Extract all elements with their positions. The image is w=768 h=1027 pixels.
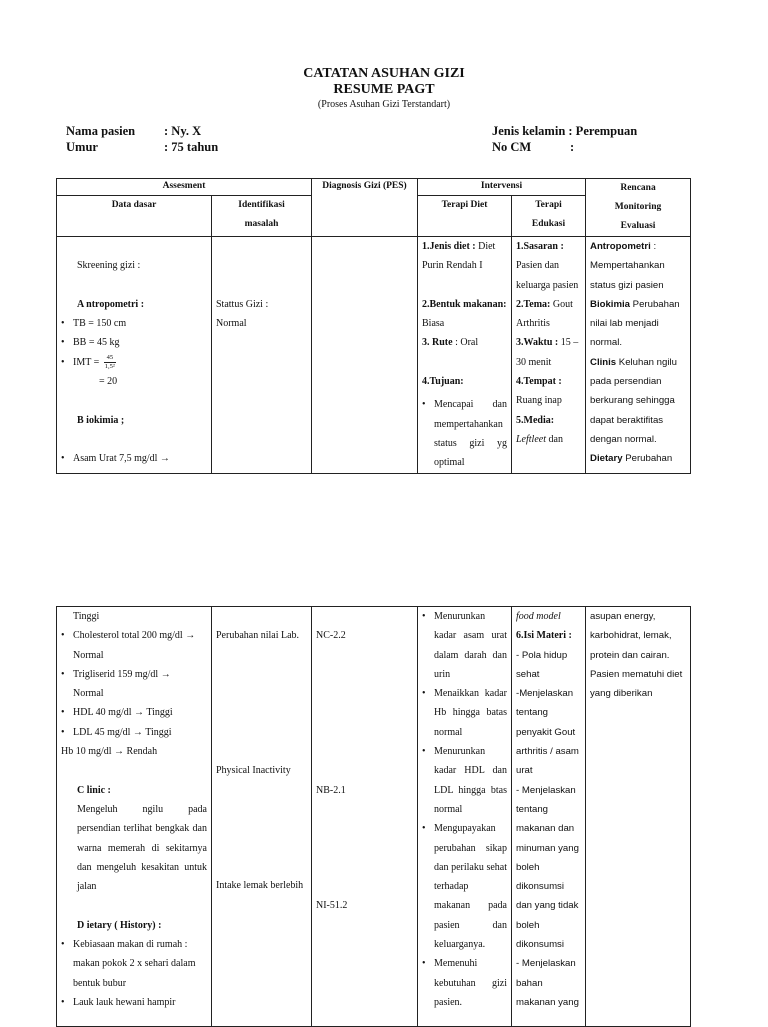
imt-result: = 20 bbox=[99, 376, 118, 388]
trigliserid-status: Normal bbox=[73, 688, 104, 700]
kolesterol-item: • Cholesterol total 200 mg/dl → bbox=[61, 626, 207, 645]
media-label: 5.Media: bbox=[516, 414, 555, 426]
rencana-antropometri bbox=[590, 237, 686, 295]
kolesterol-status: Normal bbox=[73, 649, 104, 661]
status-gizi-value: Normal bbox=[216, 318, 247, 330]
rencana-antropometri-label: Antropometri bbox=[590, 241, 651, 252]
rencana-clinis bbox=[590, 353, 686, 449]
terapi-diet-cont-cell bbox=[418, 607, 512, 1027]
sasaran bbox=[516, 237, 581, 295]
hdl-item: • HDL 40 mg/dl → Tinggi bbox=[61, 703, 207, 722]
ldl-item: • LDL 45 mg/dl → Tinggi bbox=[61, 723, 207, 742]
imt-numerator: 45 bbox=[104, 354, 116, 363]
tema bbox=[516, 295, 581, 334]
pagt-table-page1 bbox=[56, 178, 691, 474]
rencana-biokimia bbox=[590, 295, 686, 353]
tempat-label: 4.Tempat : bbox=[516, 376, 562, 388]
bentuk-makanan bbox=[422, 295, 507, 334]
identifikasi-cont-cell bbox=[212, 607, 312, 1027]
jenis-diet-label: 1.Jenis diet : bbox=[422, 241, 476, 252]
identifikasi-perubahan: Perubahan nilai Lab. bbox=[216, 630, 300, 642]
antropometri-title: A ntropometri : bbox=[77, 298, 145, 310]
data-dasar-cont-cell bbox=[57, 607, 212, 1027]
biokimia-title: B iokimia ; bbox=[77, 414, 125, 426]
terapi-diet-cell bbox=[418, 237, 512, 474]
rencana-clinis-label: Clinis bbox=[590, 356, 617, 368]
tema-value: Gout Arthritis bbox=[516, 298, 573, 330]
bb-item: • BB = 45 kg bbox=[61, 333, 207, 352]
patient-age-value: : 75 tahun bbox=[164, 140, 219, 154]
document-title: CATATAN ASUHAN GIZI bbox=[303, 66, 465, 81]
rute-label: 3. Rute bbox=[422, 337, 453, 349]
dietary-title: D ietary ( History) : bbox=[77, 919, 162, 931]
imt-item bbox=[61, 353, 207, 372]
rencana-dietary-cont: asupan energy, karbohidrat, lemak, protein dan cairan. Pasien mematuhi diet yang diberikan bbox=[590, 611, 683, 700]
tujuan-item-5: • Memenuhi kebutuhan gizi pasien. bbox=[422, 954, 507, 1012]
isi-materi-item-3: - Menjelaskan tentang makanan dan minuman yang boleh dikonsumsi dan yang tidak boleh dikonsumsi bbox=[516, 784, 579, 951]
isi-materi-item-1: - Pola hidup sehat bbox=[516, 649, 568, 680]
tinggi-text: Tinggi bbox=[73, 611, 100, 622]
rencana-dietary bbox=[590, 449, 686, 468]
status-gizi-label: Stattus Gizi : bbox=[216, 298, 269, 310]
patient-name-label: Nama pasien bbox=[66, 124, 136, 138]
tujuan-item-3: • Menurunkan kadar HDL dan LDL hingga btas normal bbox=[422, 742, 507, 819]
isi-materi-item-2: -Menjelaskan tentang penyakit Gout arthritis / asam urat bbox=[516, 688, 579, 777]
header-identifikasi bbox=[212, 196, 312, 237]
header-terapi-edukasi-line2: Edukasi bbox=[531, 219, 566, 229]
patient-sex: Jenis kelamin : Perempuan bbox=[492, 124, 638, 138]
bentuk-makanan-value: Biasa bbox=[422, 318, 445, 330]
sasaran-value: Pasien dan keluarga pasien bbox=[516, 260, 579, 291]
skreening-label: Skreening gizi : bbox=[77, 260, 141, 272]
waktu bbox=[516, 333, 581, 372]
identifikasi-cell bbox=[212, 237, 312, 474]
diagnosis-ni: NI-51.2 bbox=[316, 899, 348, 911]
tempat bbox=[516, 372, 581, 411]
rencana-clinis-text: Keluhan ngilu pada persendian berkurang sehingga dapat beraktifitas dengan normal. bbox=[590, 356, 677, 445]
header-identifikasi-line1: Identifikasi bbox=[238, 200, 285, 210]
header-data-dasar: Data dasar bbox=[57, 196, 212, 237]
rencana-dietary-label: Dietary bbox=[590, 453, 623, 465]
tema-label: 2.Tema: bbox=[516, 298, 551, 310]
lauk-item: • Lauk lauk hewani hampir bbox=[61, 993, 207, 1012]
diagnosis-cell bbox=[312, 237, 418, 474]
rencana-dietary-text: Perubahan bbox=[622, 453, 673, 465]
patient-name-value: : Ny. X bbox=[164, 124, 202, 138]
terapi-edukasi-cont-cell bbox=[512, 607, 586, 1027]
sasaran-label: 1.Sasaran : bbox=[516, 241, 564, 252]
imt-denominator: 1,5² bbox=[104, 362, 115, 370]
kebiasaan-item: • Kebiasaan makan di rumah : makan pokok 2 x sehari dalam bentuk bubur bbox=[61, 935, 207, 993]
header-terapi-diet: Terapi Diet bbox=[418, 196, 512, 237]
patient-nocm-value: : bbox=[570, 140, 575, 154]
rencana-cont-cell bbox=[586, 607, 691, 1027]
rencana-biokimia-label: Biokimia bbox=[590, 298, 631, 310]
header-intervensi: Intervensi bbox=[418, 179, 586, 196]
pagt-table-page2 bbox=[56, 606, 691, 1027]
imt-fraction bbox=[104, 354, 116, 371]
rencana-antropometri-text: : Mempertahankan status gizi pasien bbox=[590, 241, 665, 291]
imt-label: IMT = bbox=[73, 356, 100, 368]
rute bbox=[422, 333, 507, 352]
diagnosis-nc: NC-2.2 bbox=[316, 630, 346, 642]
header-rencana bbox=[586, 179, 691, 237]
jenis-diet-value: Diet Purin Rendah I bbox=[422, 241, 496, 272]
header-assesment: Assesment bbox=[57, 179, 312, 196]
header-rencana-line1: Rencana bbox=[620, 183, 656, 193]
header-identifikasi-line2: masalah bbox=[244, 219, 279, 229]
diagnosis-cont-cell bbox=[312, 607, 418, 1027]
header-rencana-line2: Monitoring bbox=[614, 202, 662, 212]
media-leftleet: Leftleet bbox=[516, 433, 546, 445]
tujuan-item: • Mencapai dan mempertahankan status gizi yg optimal bbox=[422, 395, 507, 472]
header-terapi-edukasi-line1: Terapi bbox=[535, 200, 562, 210]
tujuan-label: 4.Tujuan: bbox=[422, 376, 464, 388]
rute-value: : Oral bbox=[452, 337, 479, 349]
tujuan-item-2: • Menaikkan kadar Hb hingga batas normal bbox=[422, 684, 507, 742]
isi-materi-label: 6.Isi Materi : bbox=[516, 630, 572, 642]
tb-item: • TB = 150 cm bbox=[61, 314, 207, 333]
media-food-model: food model bbox=[516, 611, 561, 622]
terapi-edukasi-cell bbox=[512, 237, 586, 474]
rencana-biokimia-text: Perubahan nilai lab menjadi normal. bbox=[590, 298, 680, 349]
asam-urat-item: • Asam Urat 7,5 mg/dl → bbox=[61, 449, 207, 468]
media-value bbox=[516, 430, 581, 449]
document-subtitle: (Proses Asuhan Gizi Terstandart) bbox=[317, 99, 451, 110]
clinic-text: Mengeluh ngilu pada persendian terlihat bengkak dan warna memerah di sekitarnya dan mengeluh kesakitan untuk jalan bbox=[77, 803, 207, 893]
media-dan: dan bbox=[546, 433, 563, 445]
diagnosis-nb: NB-2.1 bbox=[316, 784, 346, 796]
patient-age-label: Umur bbox=[66, 140, 98, 154]
header-rencana-line3: Evaluasi bbox=[620, 221, 656, 231]
header-terapi-edukasi bbox=[512, 196, 586, 237]
isi-materi-item-4: - Menjelaskan bahan makanan yang bbox=[516, 958, 579, 1008]
header-diagnosis: Diagnosis Gizi (PES) bbox=[312, 179, 418, 237]
identifikasi-intake: Intake lemak berlebih bbox=[216, 879, 304, 891]
jenis-diet bbox=[422, 237, 507, 276]
tempat-value: Ruang inap bbox=[516, 395, 562, 407]
tujuan-item-4: • Mengupayakan perubahan sikap dan perilaku sehat terhadap makanan pada pasien dan keluarganya. bbox=[422, 819, 507, 954]
rencana-cell bbox=[586, 237, 691, 474]
data-dasar-cell bbox=[57, 237, 212, 474]
clinic-title: C linic : bbox=[77, 784, 111, 796]
patient-nocm-label: No CM bbox=[492, 140, 532, 154]
trigliserid-item: • Trigliserid 159 mg/dl → bbox=[61, 665, 207, 684]
hb-item: Hb 10 mg/dl → Rendah bbox=[61, 746, 158, 758]
waktu-label: 3.Waktu : bbox=[516, 337, 559, 349]
tujuan-item-1: • Menurunkan kadar asam urat dalam darah dan urin bbox=[422, 607, 507, 684]
document-subtitle-title: RESUME PAGT bbox=[333, 82, 435, 97]
bentuk-makanan-label: 2.Bentuk makanan: bbox=[422, 298, 507, 310]
identifikasi-physical: Physical Inactivity bbox=[216, 764, 291, 776]
waktu-value: 15 – 30 menit bbox=[516, 337, 579, 368]
